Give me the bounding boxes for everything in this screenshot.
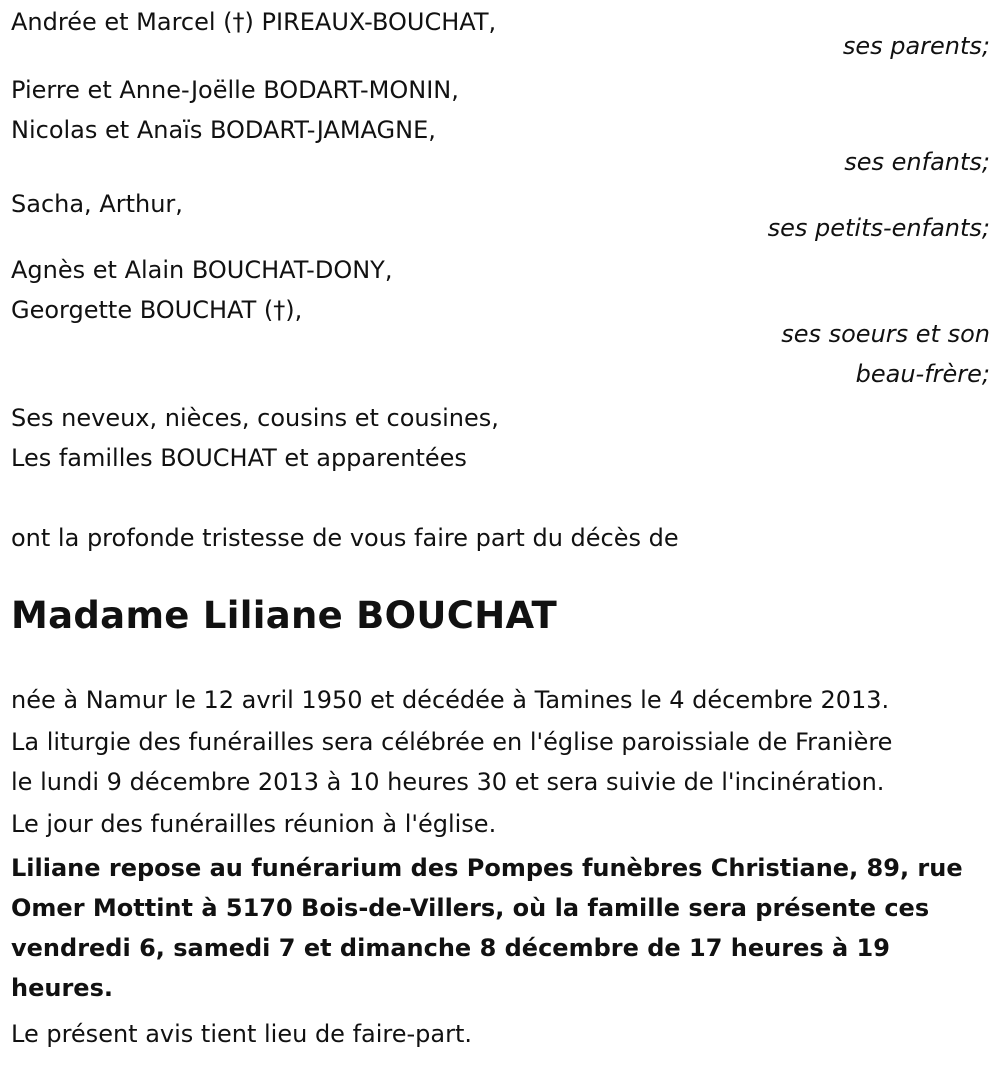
details-section [11,680,990,1054]
liturgy-line-1: La liturgie des funérailles sera célébrée en l'église paroissiale de Franière [11,728,893,756]
others-line-1: Ses neveux, nièces, cousins et cousines, [11,404,499,432]
siblings-relation-line2: beau-frère; [855,360,990,388]
others-line-2: Les familles BOUCHAT et apparentées [11,444,467,472]
child-name-1: Pierre et Anne-Joëlle BODART-MONIN, [11,76,459,104]
family-others [11,398,990,478]
parents-names: Andrée et Marcel (†) PIREAUX-BOUCHAT, [11,8,497,36]
funeral-home-text: Liliane repose au funérarium des Pompes funèbres Christiane, 89, rue Omer Mottint à 5170 Bois-de-Villers, où la famille sera présente ces vendredi 6, samedi 7 et dimanche 8 décembre de 17 heures à 19 heures. [11,854,963,1002]
birth-death-text: née à Namur le 12 avril 1950 et décédée à Tamines le 4 décembre 2013. [11,686,890,714]
family-parents [11,0,990,66]
deceased-name: Madame Liliane BOUCHAT [11,594,558,637]
notice-text: Le présent avis tient lieu de faire-part. [11,1020,473,1048]
family-siblings [11,250,990,394]
announcement-text: ont la profonde tristesse de vous faire part du décès de [11,524,679,552]
liturgy-line-2: le lundi 9 décembre 2013 à 10 heures 30 et sera suivie de l'incinération. [11,768,885,796]
grandchildren-names: Sacha, Arthur, [11,190,183,218]
child-name-2: Nicolas et Anaïs BODART-JAMAGNE, [11,116,436,144]
parents-relation: ses parents; [842,32,990,60]
family-grandchildren [11,184,990,248]
grandchildren-relation: ses petits-enfants; [767,214,990,242]
meeting-text: Le jour des funérailles réunion à l'église. [11,810,497,838]
sibling-name-1: Agnès et Alain BOUCHAT-DONY, [11,256,393,284]
sibling-name-2: Georgette BOUCHAT (†), [11,296,303,324]
children-relation: ses enfants; [844,148,990,176]
siblings-relation-line1: ses soeurs et son [781,320,990,348]
family-children [11,70,990,182]
